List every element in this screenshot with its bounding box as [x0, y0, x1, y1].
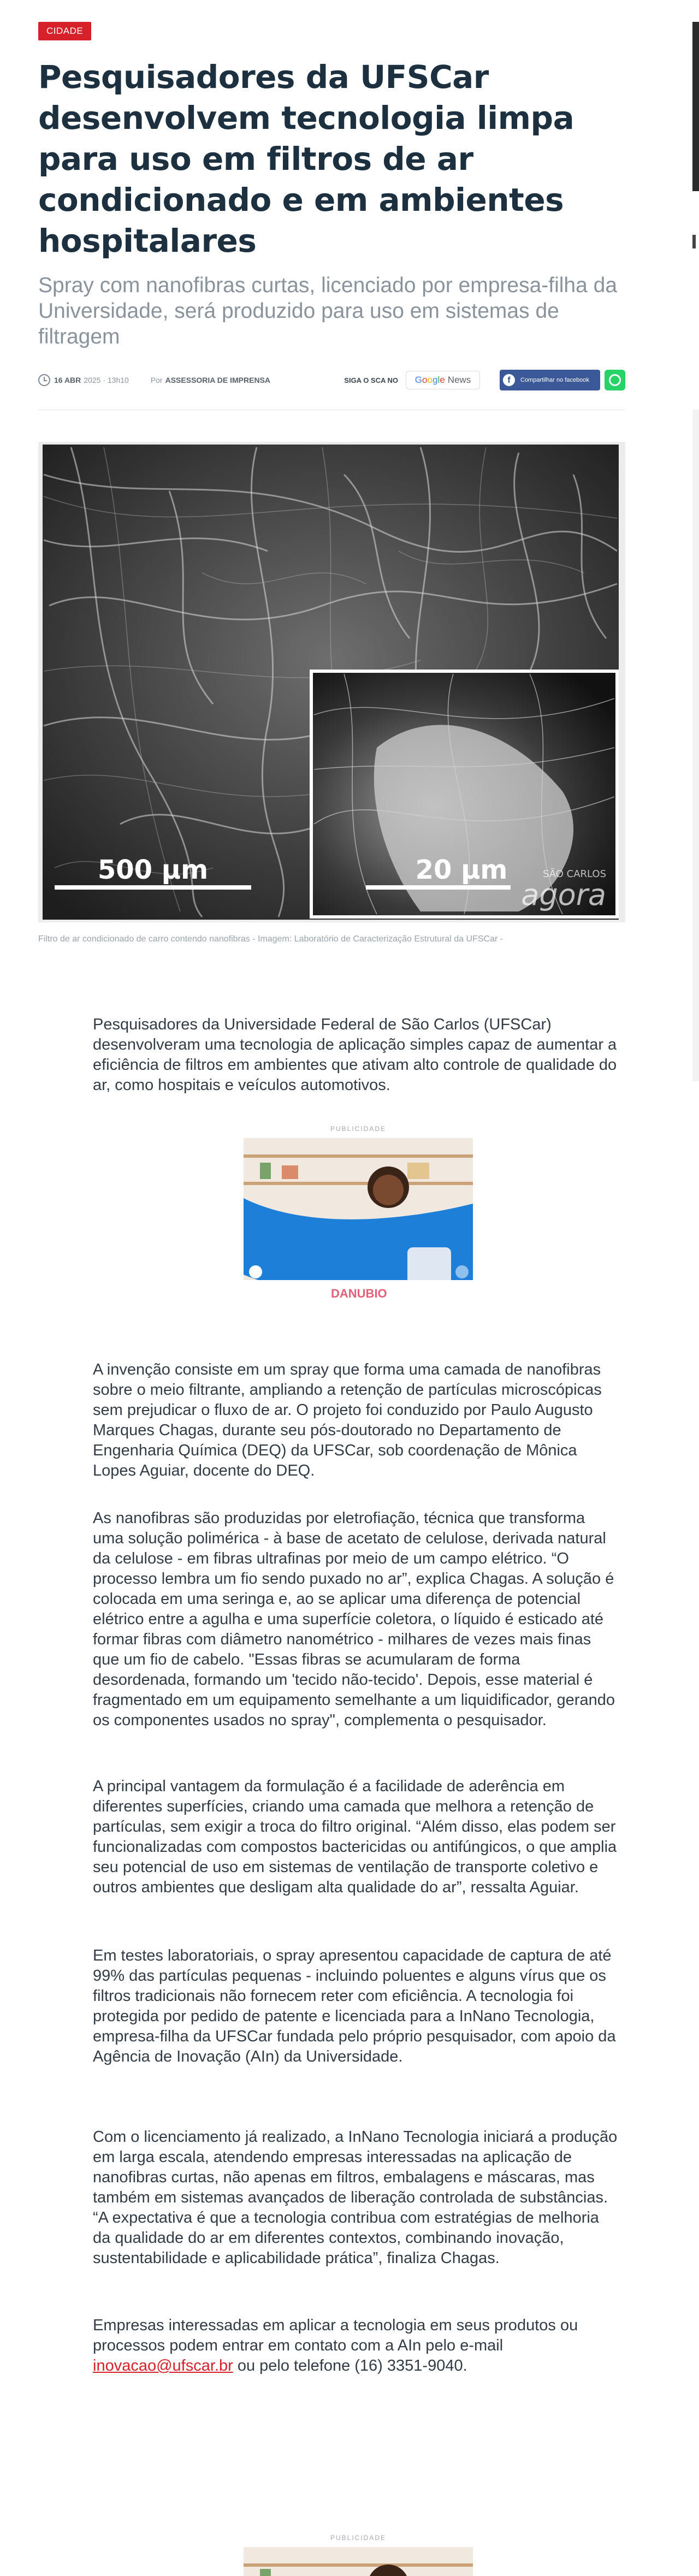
image-caption: Filtro de ar condicionado de carro contendo nanofibras - Imagem: Laboratório de Caracterização Estrutural da UFSCar - — [38, 934, 503, 944]
article-body-cont — [93, 1508, 620, 1731]
watermark-top: SÃO CARLOS — [542, 868, 606, 880]
contact-email-link[interactable]: inovacao@ufscar.br — [93, 2357, 233, 2374]
article-image[interactable] — [38, 442, 625, 922]
sidebar-edge — [692, 22, 699, 191]
article-meta — [38, 369, 625, 391]
ad-banner[interactable] — [244, 2547, 473, 2576]
publish-time: 2025 · 13h10 — [84, 376, 129, 384]
article-body-cont — [93, 2127, 620, 2269]
ad-brand: DANUBIO — [331, 1287, 387, 1300]
ad-slot-2[interactable] — [244, 2534, 473, 2576]
page-title: Pesquisadores da UFSCar desenvolvem tecnologia limpa para uso em filtros de ar condicionado e em ambientes hospitalares — [38, 58, 574, 259]
article-body — [93, 1015, 620, 1095]
sidebar-edge-3 — [692, 410, 699, 1081]
ad-banner[interactable] — [244, 1138, 473, 1307]
share-facebook-button[interactable]: f Compartilhar no facebook — [500, 370, 600, 390]
author-name[interactable]: ASSESSORIA DE IMPRENSA — [165, 376, 271, 384]
category-badge[interactable]: CIDADE — [38, 22, 91, 40]
publish-date: 16 ABR — [54, 376, 81, 384]
ad-label: PUBLICIDADE — [330, 1125, 387, 1133]
article-subtitle: Spray com nanofibras curtas, licenciado por empresa-filha da Universidade, será produzido para uso em sistemas de filtragem — [38, 274, 618, 348]
article-body-cont — [93, 1776, 620, 1898]
article-body-cont — [93, 1946, 620, 2067]
ad-label: PUBLICIDADE — [330, 2534, 387, 2542]
byline-prefix: Por — [150, 376, 163, 384]
whatsapp-icon — [609, 374, 621, 386]
article-body-cont — [93, 1360, 620, 1481]
sidebar-edge-2 — [692, 235, 696, 248]
scale-bar-main: 500 µm — [97, 855, 209, 885]
paragraph: A invenção consiste em um spray que forma uma camada de nanofibras sobre o meio filtrante, ampliando a retenção de partículas microscópicas sem prejudicar o fluxo de ar. O projeto foi conduzido por Paulo Augusto Marques Chagas, durante seu pós-doutorado no Departamento de Engenharia Química (DEQ) da UFSCar, sob coordenação de Mônica Lopes Aguiar, docente do DEQ. — [93, 1361, 602, 1479]
paragraph: Pesquisadores da Universidade Federal de São Carlos (UFSCar) desenvolveram uma tecnologia de aplicação simples capaz de aumentar a eficiência de filtros em ambientes que ativam alto controle de qualidade do ar, como hospitais e veículos automotivos. — [93, 1016, 617, 1094]
share-whatsapp-button[interactable] — [605, 370, 625, 390]
article-body-cont — [93, 2316, 620, 2376]
scale-bar-inset: 20 µm — [415, 855, 508, 885]
paragraph: Com o licenciamento já realizado, a InNano Tecnologia iniciará a produção em larga escala, atendendo empresas interessadas na aplicação de nanofibras curtas, não apenas em filtros, embalagens e máscaras, mas também em sistemas avançados de liberação controlada de substâncias. “A expectativa é que a tecnologia contribua com estratégias de melhoria da qualidade do ar em diferentes contextos, combinando inovação, sustentabilidade e aplicabilidade prática”, finaliza Chagas. — [93, 2128, 618, 2267]
facebook-icon: f — [503, 374, 515, 386]
watermark-logo: agora — [521, 878, 606, 912]
paragraph: Em testes laboratoriais, o spray apresentou capacidade de captura de até 99% das partículas pequenas - incluindo poluentes e alguns vírus que os filtros tradicionais não fornecem reter com eficiência. A tecnologia foi protegida por pedido de patente e licenciada para a InNano Tecnologia, empresa-filha da UFSCar fundada pelo próprio pesquisador, com apoio da Agência de Inovação (AIn) da Universidade. — [93, 1947, 616, 2065]
follow-label: SIGA O SCA NO — [344, 376, 398, 384]
paragraph: As nanofibras são produzidas por eletrofiação, técnica que transforma uma solução polimérica - à base de acetato de celulose, derivada natural da celulose - em fibras ultrafinas por meio de um campo elétrico. “O processo lembra um fio sendo puxado no ar”, explica Chagas. A solução é colocada em uma seringa e, ao se aplicar uma diferença de potencial elétrico entre a agulha e uma superfície coletora, o líquido é esticado até formar fibras com diâmetro nanométrico - milhares de vezes mais finas que um fio de cabelo. "Essas fibras se acumularam de forma desordenada, formando um 'tecido não-tecido'. Depois, esse material é fragmentado em um equipamento semelhante a um liquidificador, gerando os componentes usados no spray", complementa o pesquisador. — [93, 1509, 615, 1729]
paragraph: A principal vantagem da formulação é a facilidade de aderência em diferentes superfícies, criando uma camada que melhora a retenção de partículas, sem exigir a troca do filtro original. “Além disso, elas podem ser funcionalizadas com compostos bactericidas ou antifúngicos, o que amplia seu potencial de uso em sistemas de ventilação de transporte coletivo e outros ambientes que desligam alta qualidade do ar”, ressalta Aguiar. — [93, 1778, 617, 1896]
article-header — [38, 22, 625, 944]
google-news-button[interactable]: G o o g l e News — [406, 371, 480, 389]
ad-slot[interactable] — [244, 1125, 473, 1307]
clock-icon — [38, 374, 50, 386]
paragraph: Empresas interessadas em aplicar a tecnologia em seus produtos ou processos podem entrar em contato com a AIn pelo e-mail inovacao@ufscar.br ou pelo telefone (16) 3351-9040. — [93, 2317, 578, 2374]
